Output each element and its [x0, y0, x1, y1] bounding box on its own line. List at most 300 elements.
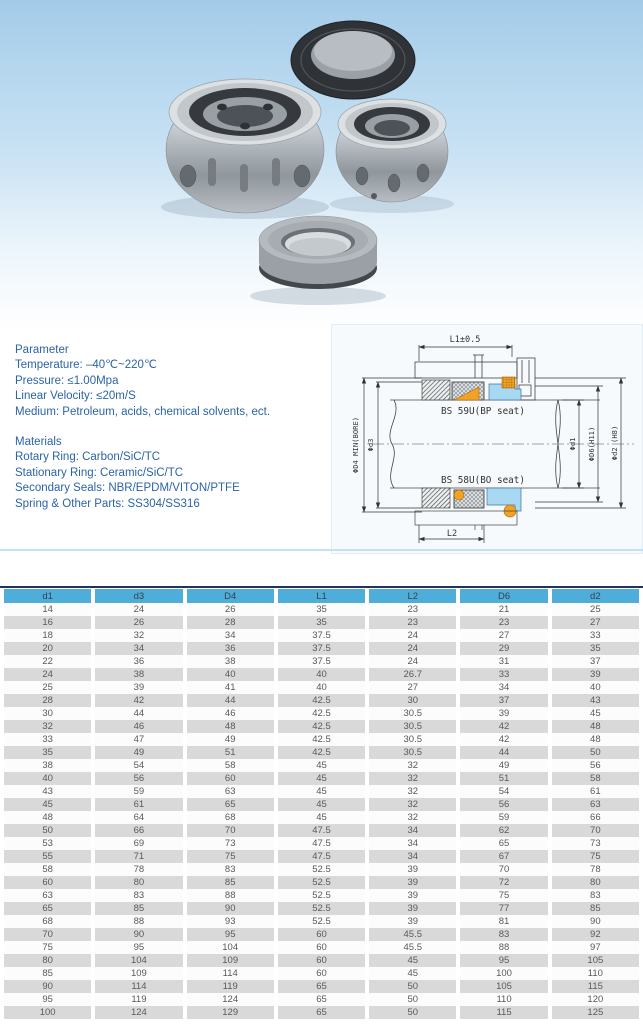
table-cell: 42.5 — [278, 746, 365, 759]
table-cell: 34 — [95, 642, 182, 655]
table-cell: 46 — [95, 720, 182, 733]
table-cell: 49 — [460, 759, 547, 772]
table-cell: 39 — [369, 876, 456, 889]
spec-line: Linear Velocity: ≤20m/S — [15, 390, 136, 403]
table-row — [4, 694, 639, 707]
table-cell: 81 — [460, 915, 547, 928]
table-cell: 39 — [95, 681, 182, 694]
table-cell: 45 — [4, 798, 91, 811]
table-row — [4, 720, 639, 733]
table-cell: 25 — [4, 681, 91, 694]
table-cell: 45 — [278, 759, 365, 772]
table-cell: 59 — [460, 811, 547, 824]
seal-label-bottom: BS 58U(BO seat) — [441, 475, 525, 486]
column-header: d3 — [95, 589, 182, 603]
table-cell: 14 — [4, 603, 91, 616]
table-cell: 32 — [369, 798, 456, 811]
seal-assembly-right-image — [330, 99, 454, 213]
table-cell: 104 — [95, 954, 182, 967]
table-cell: 70 — [187, 824, 274, 837]
table-cell: 95 — [187, 928, 274, 941]
table-cell: 80 — [552, 876, 639, 889]
spec-line: Stationary Ring: Ceramic/SiC/TC — [15, 466, 184, 479]
table-cell: 45 — [552, 707, 639, 720]
table-cell: 90 — [4, 980, 91, 993]
parameter-lines — [15, 358, 325, 420]
table-cell: 26 — [95, 616, 182, 629]
spec-line: Spring & Other Parts: SS304/SS316 — [15, 497, 200, 510]
table-cell: 75 — [552, 850, 639, 863]
table-row — [4, 681, 639, 694]
table-cell: 39 — [369, 915, 456, 928]
dim-label-d6: ΦD6(H11) — [587, 426, 596, 462]
table-cell: 71 — [95, 850, 182, 863]
table-row — [4, 746, 639, 759]
table-cell: 32 — [369, 759, 456, 772]
table-cell: 34 — [369, 837, 456, 850]
table-cell: 75 — [460, 889, 547, 902]
seal-section-bottom — [415, 488, 521, 530]
table-cell: 78 — [552, 863, 639, 876]
table-cell: 50 — [552, 746, 639, 759]
table-row — [4, 915, 639, 928]
table-cell: 43 — [4, 785, 91, 798]
table-cell: 66 — [95, 824, 182, 837]
table-cell: 65 — [460, 837, 547, 850]
table-cell: 69 — [95, 837, 182, 850]
table-cell: 78 — [95, 863, 182, 876]
table-row — [4, 811, 639, 824]
table-cell: 115 — [552, 980, 639, 993]
table-cell: 53 — [4, 837, 91, 850]
table-cell: 26.7 — [369, 668, 456, 681]
table-cell: 16 — [4, 616, 91, 629]
spec-line: Temperature: –40℃~220℃ — [15, 359, 157, 372]
table-cell: 100 — [460, 967, 547, 980]
table-cell: 35 — [4, 746, 91, 759]
table-cell: 64 — [95, 811, 182, 824]
table-cell: 125 — [552, 1006, 639, 1019]
table-header-row — [4, 589, 639, 603]
table-cell: 54 — [460, 785, 547, 798]
table-row — [4, 772, 639, 785]
table-cell: 32 — [369, 772, 456, 785]
table-cell: 90 — [95, 928, 182, 941]
table-cell: 37 — [460, 694, 547, 707]
table-cell: 34 — [369, 824, 456, 837]
table-cell: 48 — [187, 720, 274, 733]
column-header: D4 — [187, 589, 274, 603]
table-cell: 37.5 — [278, 642, 365, 655]
materials-lines — [15, 450, 325, 512]
table-row — [4, 928, 639, 941]
table-cell: 52.5 — [278, 915, 365, 928]
table-cell: 119 — [95, 993, 182, 1006]
table-cell: 45 — [369, 967, 456, 980]
table-cell: 40 — [187, 668, 274, 681]
table-cell: 105 — [460, 980, 547, 993]
size-table-body — [4, 603, 639, 1019]
table-cell: 49 — [95, 746, 182, 759]
dim-label-d1: Φd1 — [568, 437, 577, 451]
table-cell: 109 — [95, 967, 182, 980]
spec-section — [15, 343, 325, 527]
table-cell: 50 — [4, 824, 91, 837]
table-cell: 29 — [460, 642, 547, 655]
table-row — [4, 1006, 639, 1019]
table-cell: 38 — [4, 759, 91, 772]
table-cell: 35 — [552, 642, 639, 655]
parameter-block — [15, 343, 325, 420]
table-cell: 34 — [460, 681, 547, 694]
table-cell: 42.5 — [278, 733, 365, 746]
table-cell: 56 — [95, 772, 182, 785]
table-cell: 85 — [552, 902, 639, 915]
seal-assembly-left-image — [161, 79, 329, 219]
table-cell: 39 — [369, 889, 456, 902]
table-cell: 24 — [369, 642, 456, 655]
dim-label-l2: L2 — [446, 529, 458, 539]
table-cell: 120 — [552, 993, 639, 1006]
table-cell: 40 — [552, 681, 639, 694]
table-cell: 73 — [552, 837, 639, 850]
table-row — [4, 967, 639, 980]
table-cell: 59 — [95, 785, 182, 798]
table-cell: 47.5 — [278, 837, 365, 850]
table-cell: 26 — [187, 603, 274, 616]
table-row — [4, 954, 639, 967]
dim-label-l1: L1±0.5 — [449, 335, 481, 345]
table-cell: 114 — [187, 967, 274, 980]
table-cell: 77 — [460, 902, 547, 915]
table-cell: 27 — [369, 681, 456, 694]
table-cell: 30.5 — [369, 720, 456, 733]
column-header: d2 — [552, 589, 639, 603]
table-cell: 46 — [187, 707, 274, 720]
table-cell: 95 — [4, 993, 91, 1006]
table-cell: 70 — [552, 824, 639, 837]
table-cell: 42.5 — [278, 694, 365, 707]
table-row — [4, 707, 639, 720]
table-cell: 30.5 — [369, 733, 456, 746]
spec-line: Medium: Petroleum, acids, chemical solvents, ect. — [15, 405, 271, 418]
spec-line: Pressure: ≤1.00Mpa — [15, 374, 119, 387]
table-cell: 23 — [460, 616, 547, 629]
table-cell: 93 — [187, 915, 274, 928]
table-row — [4, 902, 639, 915]
table-cell: 44 — [187, 694, 274, 707]
table-cell: 30 — [369, 694, 456, 707]
table-cell: 104 — [187, 941, 274, 954]
table-cell: 45.5 — [369, 941, 456, 954]
table-cell: 47 — [95, 733, 182, 746]
table-cell: 45 — [278, 772, 365, 785]
table-cell: 58 — [187, 759, 274, 772]
spec-line: Secondary Seals: NBR/EPDM/VITON/PTFE — [15, 482, 240, 495]
table-cell: 80 — [95, 876, 182, 889]
table-cell: 65 — [4, 902, 91, 915]
table-cell: 50 — [369, 980, 456, 993]
table-cell: 63 — [187, 785, 274, 798]
parameter-title: Parameter — [15, 344, 69, 356]
table-row — [4, 629, 639, 642]
table-cell: 40 — [278, 668, 365, 681]
table-cell: 25 — [552, 603, 639, 616]
table-cell: 39 — [460, 707, 547, 720]
table-row — [4, 759, 639, 772]
table-cell: 28 — [4, 694, 91, 707]
table-cell: 27 — [552, 616, 639, 629]
table-cell: 63 — [552, 798, 639, 811]
table-cell: 83 — [187, 863, 274, 876]
table-cell: 60 — [4, 876, 91, 889]
table-row — [4, 668, 639, 681]
light-separator — [0, 549, 643, 551]
table-cell: 42 — [95, 694, 182, 707]
materials-block — [15, 435, 325, 512]
table-cell: 51 — [187, 746, 274, 759]
table-cell: 27 — [460, 629, 547, 642]
table-cell: 32 — [95, 629, 182, 642]
table-cell: 44 — [460, 746, 547, 759]
table-cell: 62 — [460, 824, 547, 837]
table-cell: 40 — [4, 772, 91, 785]
column-header: L1 — [278, 589, 365, 603]
carbon-ring-image — [291, 21, 415, 99]
table-cell: 100 — [4, 1006, 91, 1019]
table-cell: 24 — [369, 655, 456, 668]
table-cell: 51 — [460, 772, 547, 785]
table-row — [4, 850, 639, 863]
table-cell: 65 — [278, 993, 365, 1006]
table-cell: 75 — [4, 941, 91, 954]
table-cell: 105 — [552, 954, 639, 967]
technical-diagram — [331, 324, 643, 554]
table-row — [4, 824, 639, 837]
table-cell: 80 — [4, 954, 91, 967]
table-cell: 24 — [369, 629, 456, 642]
column-header: d1 — [4, 589, 91, 603]
table-cell: 47.5 — [278, 824, 365, 837]
table-cell: 63 — [4, 889, 91, 902]
table-cell: 70 — [4, 928, 91, 941]
table-row — [4, 889, 639, 902]
table-cell: 37.5 — [278, 655, 365, 668]
table-cell: 31 — [460, 655, 547, 668]
hero-section — [0, 0, 643, 330]
table-cell: 42.5 — [278, 707, 365, 720]
table-cell: 110 — [460, 993, 547, 1006]
table-cell: 68 — [187, 811, 274, 824]
table-row — [4, 837, 639, 850]
table-cell: 35 — [278, 603, 365, 616]
table-cell: 85 — [95, 902, 182, 915]
table-cell: 33 — [552, 629, 639, 642]
table-cell: 32 — [369, 785, 456, 798]
table-cell: 56 — [460, 798, 547, 811]
table-cell: 114 — [95, 980, 182, 993]
table-row — [4, 798, 639, 811]
column-header: D6 — [460, 589, 547, 603]
table-cell: 42 — [460, 733, 547, 746]
table-cell: 43 — [552, 694, 639, 707]
table-cell: 90 — [187, 902, 274, 915]
table-cell: 34 — [369, 850, 456, 863]
table-cell: 45 — [278, 811, 365, 824]
dim-label-d3: Φd3 — [366, 438, 375, 452]
table-cell: 35 — [278, 616, 365, 629]
table-row — [4, 642, 639, 655]
table-cell: 52.5 — [278, 889, 365, 902]
table-cell: 61 — [552, 785, 639, 798]
table-cell: 95 — [460, 954, 547, 967]
table-cell: 52.5 — [278, 876, 365, 889]
table-cell: 56 — [552, 759, 639, 772]
table-cell: 28 — [187, 616, 274, 629]
table-cell: 97 — [552, 941, 639, 954]
table-cell: 83 — [95, 889, 182, 902]
table-cell: 75 — [187, 850, 274, 863]
table-cell: 22 — [4, 655, 91, 668]
table-cell: 52.5 — [278, 902, 365, 915]
table-cell: 21 — [460, 603, 547, 616]
table-cell: 60 — [187, 772, 274, 785]
table-cell: 30.5 — [369, 746, 456, 759]
table-cell: 58 — [552, 772, 639, 785]
materials-title: Materials — [15, 436, 62, 449]
seal-section-top — [422, 377, 521, 400]
table-cell: 65 — [278, 980, 365, 993]
product-photo — [122, 0, 522, 330]
table-cell: 50 — [369, 993, 456, 1006]
table-cell: 85 — [187, 876, 274, 889]
table-cell: 32 — [369, 811, 456, 824]
table-cell: 33 — [4, 733, 91, 746]
table-cell: 110 — [552, 967, 639, 980]
table-cell: 48 — [4, 811, 91, 824]
table-cell: 65 — [278, 1006, 365, 1019]
table-cell: 45 — [369, 954, 456, 967]
table-cell: 52.5 — [278, 863, 365, 876]
table-cell: 39 — [369, 902, 456, 915]
table-cell: 41 — [187, 681, 274, 694]
dim-label-d4: ΦD4 MIN(BORE) — [351, 416, 360, 474]
table-cell: 30 — [4, 707, 91, 720]
table-cell: 47.5 — [278, 850, 365, 863]
table-cell: 50 — [369, 1006, 456, 1019]
table-row — [4, 993, 639, 1006]
table-cell: 45 — [278, 785, 365, 798]
table-cell: 85 — [4, 967, 91, 980]
table-cell: 23 — [369, 603, 456, 616]
table-cell: 95 — [95, 941, 182, 954]
dimension-table-section — [0, 589, 643, 1019]
table-cell: 36 — [95, 655, 182, 668]
table-cell: 119 — [187, 980, 274, 993]
table-cell: 58 — [4, 863, 91, 876]
navy-separator — [0, 586, 643, 588]
table-cell: 55 — [4, 850, 91, 863]
table-cell: 18 — [4, 629, 91, 642]
table-cell: 20 — [4, 642, 91, 655]
table-cell: 38 — [95, 668, 182, 681]
table-cell: 124 — [95, 1006, 182, 1019]
table-cell: 61 — [95, 798, 182, 811]
table-cell: 88 — [95, 915, 182, 928]
dimension-table — [0, 589, 643, 1019]
table-cell: 129 — [187, 1006, 274, 1019]
table-cell: 73 — [187, 837, 274, 850]
table-cell: 60 — [278, 954, 365, 967]
table-cell: 42.5 — [278, 720, 365, 733]
seal-label-top: BS 59U(BP seat) — [441, 406, 525, 417]
table-row — [4, 941, 639, 954]
spec-line: Rotary Ring: Carbon/SiC/TC — [15, 451, 161, 464]
table-cell: 39 — [552, 668, 639, 681]
table-cell: 44 — [95, 707, 182, 720]
table-cell: 60 — [278, 967, 365, 980]
table-cell: 60 — [278, 928, 365, 941]
table-cell: 37 — [552, 655, 639, 668]
table-cell: 24 — [4, 668, 91, 681]
table-cell: 66 — [552, 811, 639, 824]
table-cell: 72 — [460, 876, 547, 889]
table-cell: 83 — [552, 889, 639, 902]
table-row — [4, 785, 639, 798]
table-cell: 39 — [369, 863, 456, 876]
table-row — [4, 863, 639, 876]
table-cell: 60 — [278, 941, 365, 954]
table-cell: 24 — [95, 603, 182, 616]
table-cell: 70 — [460, 863, 547, 876]
table-cell: 48 — [552, 720, 639, 733]
table-cell: 36 — [187, 642, 274, 655]
table-row — [4, 876, 639, 889]
table-row — [4, 655, 639, 668]
table-cell: 37.5 — [278, 629, 365, 642]
table-cell: 45 — [278, 798, 365, 811]
table-cell: 32 — [4, 720, 91, 733]
table-cell: 68 — [4, 915, 91, 928]
table-cell: 92 — [552, 928, 639, 941]
table-cell: 49 — [187, 733, 274, 746]
table-cell: 40 — [278, 681, 365, 694]
table-cell: 88 — [187, 889, 274, 902]
dim-label-d2: Φd2 (H8) — [610, 425, 619, 461]
table-cell: 30.5 — [369, 707, 456, 720]
table-cell: 124 — [187, 993, 274, 1006]
table-cell: 38 — [187, 655, 274, 668]
table-row — [4, 733, 639, 746]
seat-ring-image — [250, 216, 386, 305]
table-cell: 48 — [552, 733, 639, 746]
table-cell: 33 — [460, 668, 547, 681]
table-cell: 23 — [369, 616, 456, 629]
table-row — [4, 603, 639, 616]
table-cell: 34 — [187, 629, 274, 642]
table-cell: 42 — [460, 720, 547, 733]
column-header: L2 — [369, 589, 456, 603]
table-cell: 54 — [95, 759, 182, 772]
table-cell: 109 — [187, 954, 274, 967]
table-cell: 45.5 — [369, 928, 456, 941]
table-row — [4, 616, 639, 629]
table-cell: 115 — [460, 1006, 547, 1019]
table-cell: 65 — [187, 798, 274, 811]
table-cell: 83 — [460, 928, 547, 941]
table-cell: 88 — [460, 941, 547, 954]
table-cell: 90 — [552, 915, 639, 928]
